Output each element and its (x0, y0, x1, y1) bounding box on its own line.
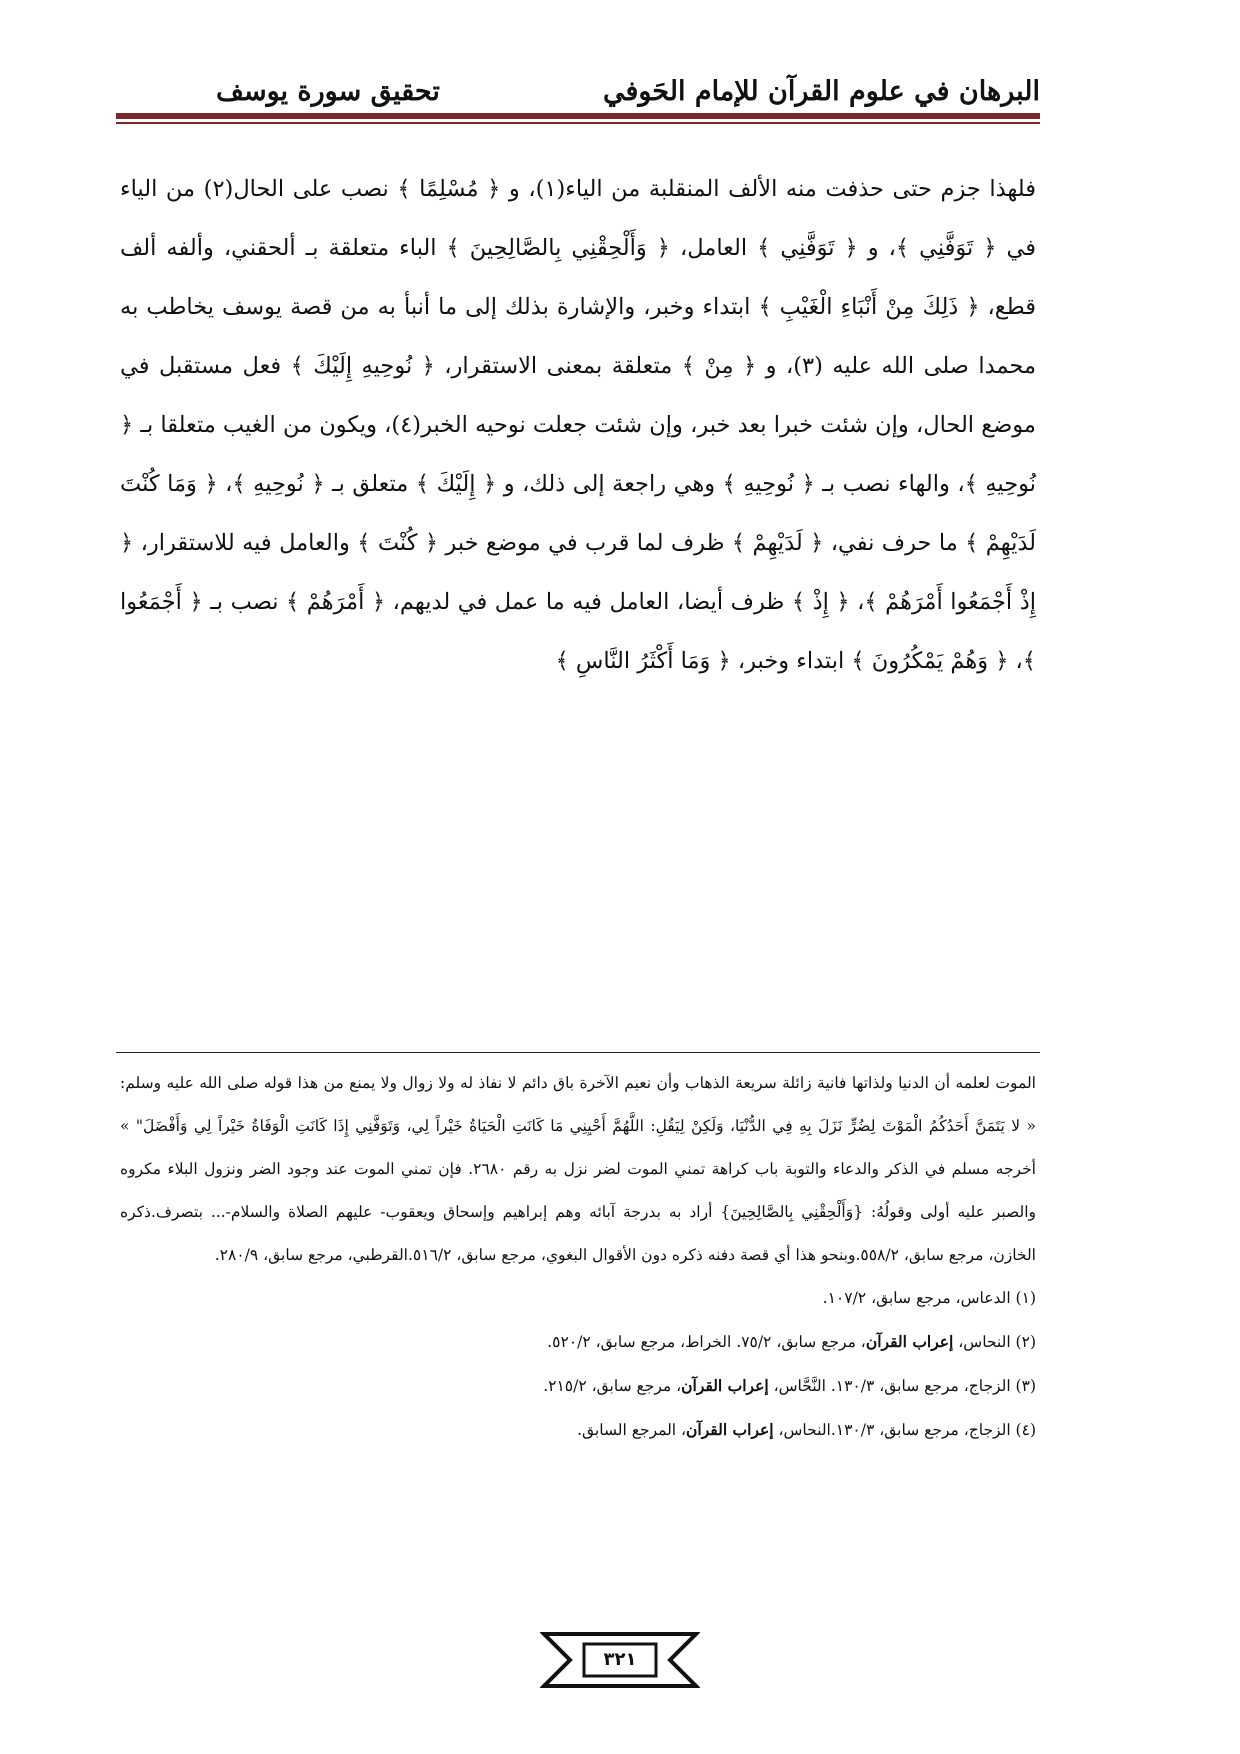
footnote-text: (٣) الزجاج، مرجع سابق، ١٣٠/٣. النَّحَّاس، (768, 1377, 1036, 1395)
header-rule-thin (116, 122, 1040, 124)
footnote-book-title: إعراب القرآن (865, 1332, 954, 1351)
footnote-separator (116, 1052, 1040, 1053)
footnote-continuation: الموت لعلمه أن الدنيا ولذاتها فانية زائلة سريعة الذهاب وأن نعيم الآخرة باق دائم لا نفاذ له ولا زوال ولا يمنع من هذا قوله صلى الله عليه وسلم: « لا يَتَمَنَّ أَحَدُكُمُ الْمَوْتَ لِضُرٍّ نَزَلَ بِهِ فِي الدُّنْيَا، وَلَكِنْ لِيَقُلِ: اللَّهُمَّ أَحْيِنِي مَا كَانَتِ الْحَيَاةُ خَيْراً لِي، وَتَوَفَّنِي إِذَا كَانَتِ الْوَفَاةُ خَيْراً لِي وَأَفْضَلَ" » أخرجه مسلم في الذكر والدعاء والتوبة باب كراهة تمني الموت لضر نزل به رقم ٢٦٨٠. فإن تمني الموت عند وجود الضر ونزول البلاء مكروه والصبر عليه أولى وقولُهُ: {وَأَلْحِقْنِي بِالصَّالِحِينَ} أراد به بدرجة آبائه وهم إبراهيم وإسحاق ويعقوب- عليهم الصلاة والسلام-... بتصرف.ذكره الخازن، مرجع سابق، ٥٥٨/٢.وبنحو هذا أي قصة دفنه ذكره دون الأقوال البغوي، مرجع سابق، ٥١٦/٢.القرطبي، مرجع سابق، ٢٨٠/٩. (120, 1074, 1036, 1264)
footnote-text: ، المرجع السابق. (577, 1421, 687, 1439)
footnote-text: (٤) الزجاج، مرجع سابق، ١٣٠/٣.النحاس، (773, 1421, 1036, 1439)
footnote-book-title: إعراب القرآن (681, 1376, 769, 1395)
footnote-text: (٢) النحاس، (953, 1333, 1036, 1351)
footnote-text: ، مرجع سابق، ٧٥/٢. الخراط، مرجع سابق، ٥٢٠/٢. (547, 1333, 866, 1351)
footnote-text: (١) الدعاس، مرجع سابق، ١٠٧/٢. (822, 1289, 1036, 1307)
footnote-3 (120, 1364, 1036, 1408)
running-header (116, 72, 1040, 112)
footnote-1 (120, 1277, 1036, 1320)
footnote-2 (120, 1320, 1036, 1364)
header-rule-thick (116, 113, 1040, 119)
page-number-ornament (540, 1630, 700, 1690)
footnote-book-title: إعراب القرآن (686, 1420, 774, 1439)
footnotes (120, 1062, 1036, 1452)
section-title: تحقيق سورة يوسف (216, 76, 440, 107)
page-number: ٣٢١ (603, 1649, 637, 1670)
main-text (120, 160, 1036, 691)
body-paragraph: فلهذا جزم حتى حذفت منه الألف المنقلبة من الياء(١)، و ﴿ مُسْلِمًا ﴾ نصب على الحال(٢) من الياء في ﴿ تَوَفَّنِي ﴾، و ﴿ تَوَفَّنِي ﴾ العامل، ﴿ وَأَلْحِقْنِي بِالصَّالِحِينَ ﴾ الباء متعلقة بـ ألحقني، وألفه ألف قطع، ﴿ ذَلِكَ مِنْ أَنْبَاءِ الْغَيْبِ ﴾ ابتداء وخبر، والإشارة بذلك إلى ما أنبأ به من قصة يوسف يخاطب به محمدا صلى الله عليه (٣)، و ﴿ مِنْ ﴾ متعلقة بمعنى الاستقرار، ﴿ نُوحِيهِ إِلَيْكَ ﴾ فعل مستقبل في موضع الحال، وإن شئت خبرا بعد خبر، وإن شئت جعلت نوحيه الخبر(٤)، ويكون من الغيب متعلقا بـ ﴿ نُوحِيهِ ﴾، والهاء نصب بـ ﴿ نُوحِيهِ ﴾ وهي راجعة إلى ذلك، و ﴿ إِلَيْكَ ﴾ متعلق بـ ﴿ نُوحِيهِ ﴾، ﴿ وَمَا كُنْتَ لَدَيْهِمْ ﴾ ما حرف نفي، ﴿ لَدَيْهِمْ ﴾ ظرف لما قرب في موضع خبر ﴿ كُنْتَ ﴾ والعامل فيه للاستقرار، ﴿ إِذْ أَجْمَعُوا أَمْرَهُمْ ﴾، ﴿ إِذْ ﴾ ظرف أيضا، العامل فيه ما عمل في لديهم، ﴿ أَمْرَهُمْ ﴾ نصب بـ ﴿ أَجْمَعُوا ﴾، ﴿ وَهُمْ يَمْكُرُونَ ﴾ ابتداء وخبر، ﴿ وَمَا أَكْثَرُ النَّاسِ ﴾ (120, 176, 1037, 674)
footnote-text: ، مرجع سابق، ٢١٥/٢. (543, 1377, 682, 1395)
book-title: البرهان في علوم القرآن للإمام الحَوفي (602, 76, 1040, 107)
footnote-4 (120, 1408, 1036, 1452)
